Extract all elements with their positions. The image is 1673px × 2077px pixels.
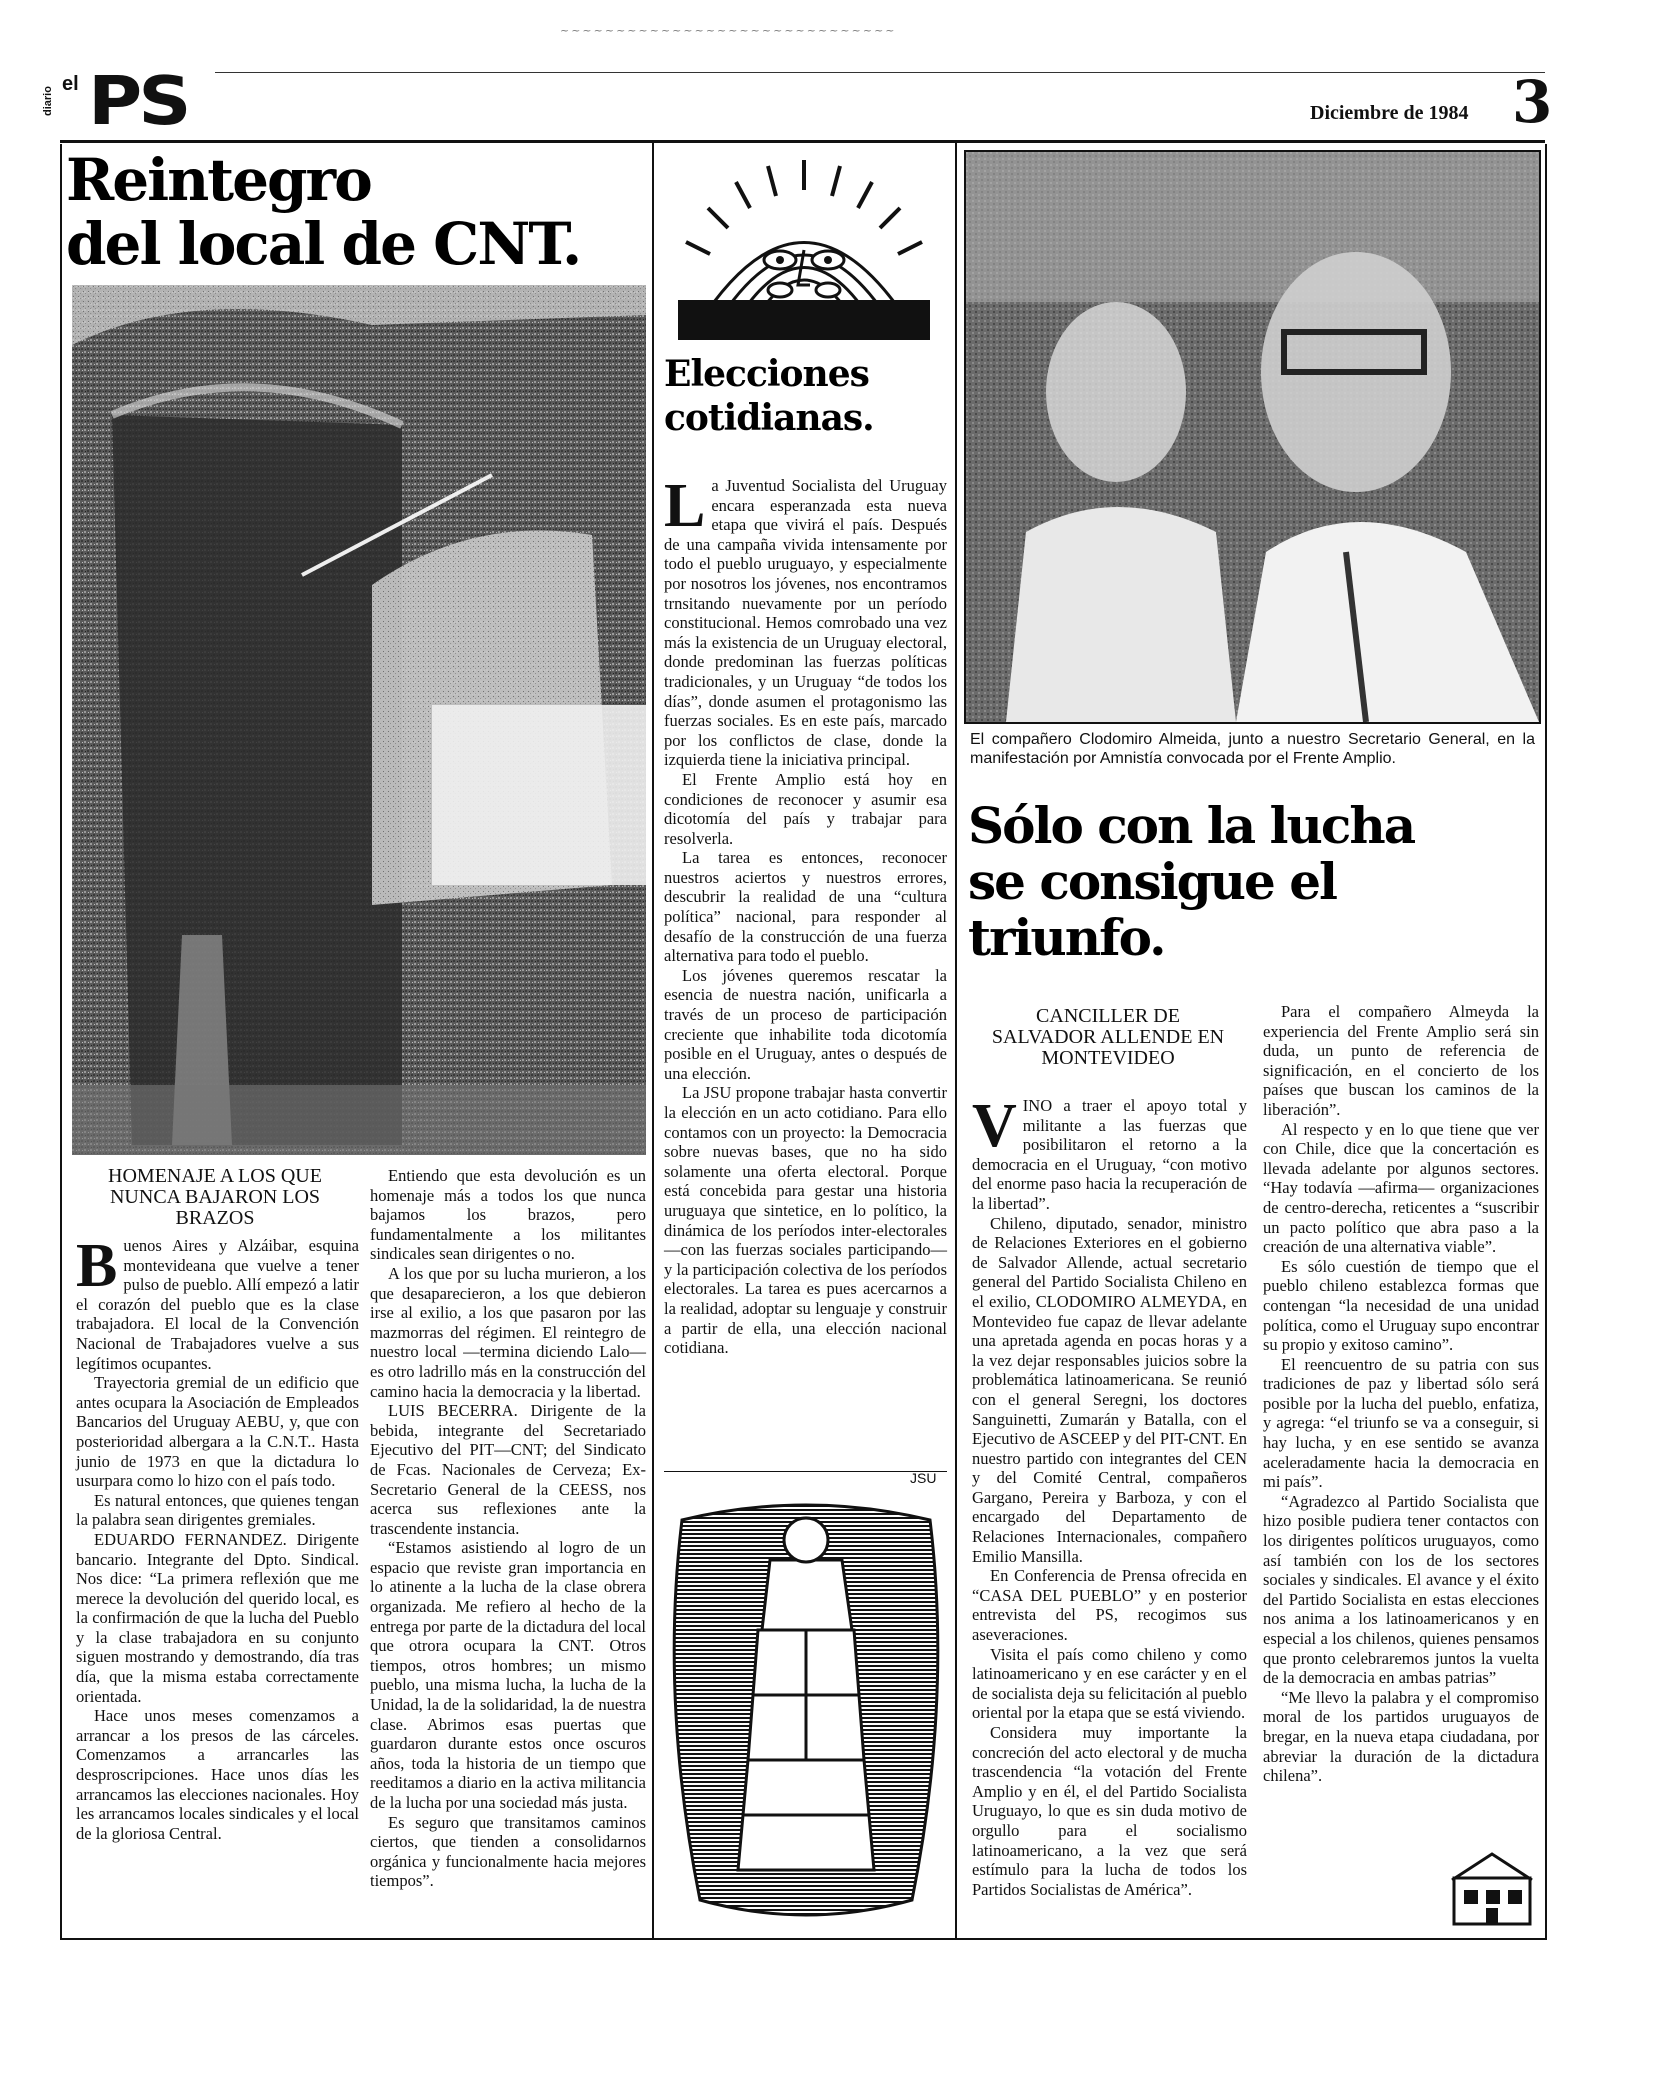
article3-headline [968, 798, 1543, 966]
house-icon [1450, 1850, 1534, 1928]
article1-photo [72, 285, 646, 1155]
article3-subhead: CANCILLER DE SALVADOR ALLENDE EN MONTEVIDEO [991, 1005, 1225, 1069]
article2-headline-line1: Elecciones [664, 353, 869, 395]
article1-subhead: HOMENAJE A LOS QUE NUNCA BAJARON LOS BRAZOS [108, 1165, 322, 1229]
column-rule-right [955, 140, 957, 1940]
article1-col1-paragraph: Trayectoria gremial de un edificio que antes ocupara la Asociación de Empleados Bancarios del Uruguay AEBU, y, que con posterioridad albergara a la C.N.T.. Hasta junio de 1973 en que la dictadura lo usurpara como lo hizo con el país todo. [76, 1373, 359, 1491]
article3-dropcap: V [972, 1092, 1017, 1160]
article3-col2-paragraph: “Agradezco al Partido Socialista que hizo posible pudiera tener contactos con los dirigentes políticos uruguayos, como así también con los de los sectores sociales y sindicales. El avance y el éxito del Partido Socialista en estas elecciones nos anima a los latinoamericanos y en especial a los chilenos, quienes pensamos que pronto celebraremos juntos la vuelta de la democracia en ambas patrias” [1263, 1491, 1539, 1688]
article3-photo [964, 150, 1541, 724]
column-rule-left [652, 140, 654, 1940]
almeida-portrait-photo [966, 152, 1539, 722]
masthead-side-label: diario [42, 86, 54, 116]
article2-headline-line2: cotidianas. [664, 397, 874, 439]
masthead-topline [215, 72, 1545, 73]
masthead-small-label: el [62, 73, 79, 95]
article2-paragraph: La JSU propone trabajar hasta convertir la elección en un acto cotidiano. Para ello contamos con un proyecto: la Democracia sobre nuevas bases, que no ha sido solamente una oferta electoral. Porque está concebida para gestar una historia uruguaya que sintetice, en lo político, la dinámica de los períodos inter-electorales —con las fuerzas sociales participando— y la participación colectiva de los períodos electorales. La tarea es pues acercarnos a la realidad, adoptar su lenguaje y construir a partir de ella, una elección nacional cotidiana. [664, 1083, 947, 1358]
article3-col2-paragraph: “Me llevo la palabra y el compromiso moral de los partidos uruguayos de bregar, en la nueva etapa ciudadana, por abreviar la duración de la dictadura chilena”. [1263, 1687, 1539, 1786]
article3-col1-paragraph: Considera muy importante la concreción del acto electoral y de mucha trascendencia “la votación del Frente Amplio y en él, el del Partido Socialista Uruguayo, lo que es sin duda motivo de orgullo para el socialismo latinoamericano, a la vez que será estímulo para la lucha de todos los Partidos Socialistas de América”. [972, 1723, 1247, 1899]
article1-col1-paragraph: Hace unos meses comenzamos a arrancar a los presos de las cárceles. Comenzamos a arrancarles las desproscripciones. Hace unos días les arrancamos las elecciones nacionales. Hoy les arrancamos locales sindicales y el local de la gloriosa Central. [76, 1706, 359, 1843]
page-number: 3 [1512, 68, 1553, 136]
article1-col1-paragraph: EDUARDO FERNANDEZ. Dirigente bancario. Integrante del Dpto. Sindical. Nos dice: “La primera reflexión que me merece la devolución del querido local, es la confirmación de que la lucha del Pueblo y la clase trabajadora en su conjunto siguen mostrando y demostrando, día tras día, que la misma estaba correctamente orientada. [76, 1529, 359, 1706]
article3-column-2 [1263, 1002, 1539, 1786]
article2-dropcap: L [664, 472, 706, 540]
article1-col2-paragraph: “Estamos asistiendo al logro de un espacio que reviste gran importancia en lo atinente a la lucha de la clase obrera organizada. Me refiero al hecho de la entrega por parte de la dictadura del local que otrora ocupara la CNT. Otros tiempos, otros hombres; un mismo pueblo, una misma lucha, la lucha de la Unidad, la de la solidaridad, la de nuestra clase. Abrimos esas puertas que guardaron durante estos once oscuros años, toda la historia de un tiempo que reeditamos a diario en la activa militancia de la lucha por una sociedad más justa. [370, 1538, 646, 1812]
article1-column-2 [370, 1166, 646, 1891]
article3-col1-paragraph: Chileno, diputado, senador, ministro de Relaciones Exteriores en el gobierno de Salvador Allende, actual secretario general del Partido Socialista Chileno en el exilio, CLODOMIRO ALMEYDA, en Montevideo fue capaz de llevar adelante una apretada agenda en pocas horas y a la vez dejar responsables juicios sobre la problemática latinoamericana. Se reunió con el general Seregni, los doctores Sanguinetti, Zumarán y Batalla, con el Ejecutivo de ASCEEP y del PIT-CNT. En nuestro partido con integrantes del CEN y del Comité Central, compañeros Gargano, Pereira y Barboza, y con el encargado del Departamento de Relaciones Internacionales, compañero Emilio Mansilla. [972, 1213, 1247, 1566]
article3-column-1 [972, 1092, 1247, 1899]
article2-signature-rule [664, 1471, 947, 1472]
article2-body [664, 472, 947, 1358]
masthead-underline [60, 140, 1545, 143]
article1-col2-paragraph: LUIS BECERRA. Dirigente de la bebida, integrante del Secretariado Ejecutivo del PIT—CNT; del Sindicato de Fcas. Nacionales de Cerveza; Ex-Secretario General de la CEESS, nos acerca sus reflexiones ante la trascendente instancia. [370, 1401, 646, 1538]
article1-headline [66, 148, 646, 276]
sun-face-illustration [658, 150, 950, 350]
article3-photo-caption: El compañero Clodomiro Almeida, junto a nuestro Secretario General, en la manifestación por Amnistía convocada por el Frente Amplio. [970, 731, 1535, 767]
article3-headline-line1: Sólo con la lucha [968, 796, 1415, 855]
sun-face-icon [658, 150, 950, 350]
box-right-border [1545, 144, 1547, 1939]
article3-col2-paragraph: El reencuentro de su patria con sus tradiciones de paz y libertad sólo será posible por la lucha del pueblo, enfatiza, y agrega: “el triunfo se va a conseguir, si hay lucha, y en ese sentido se avanza aceleradamente hacia la democracia en mi país”. [1263, 1354, 1539, 1492]
article3-headline-line3: triunfo. [968, 908, 1165, 967]
article3-col1-paragraph: En Conferencia de Prensa ofrecida en “CASA DEL PUEBLO” y en posterior entrevista del PS, recogimos sus aseveraciones. [972, 1566, 1247, 1645]
issue-date: Diciembre de 1984 [1310, 102, 1469, 124]
article3-col2-paragraph: Al respecto y en lo que tiene que ver con Chile, dice que la concertación es llevada adelante por algunos sectores. “Hay todavía —afirma— organizaciones de centro-derecha, reticentes a “suscribir un pacto político que abra paso a la creación de una alternativa viable”. [1263, 1119, 1539, 1257]
article2-headline [664, 352, 949, 440]
top-scan-mark: ~~~~~~~~~~~~~~~~~~~~~~~~~~~~~~ [560, 24, 897, 37]
box-left-border [60, 144, 62, 1939]
box-bottom-border [60, 1938, 1547, 1940]
article2-paragraph: La tarea es entonces, reconocer nuestros aciertos y nuestros errores, descubrir la realidad de una “cultura política” nacional, para responder al desafío de la construcción de una fuerza alternativa para todo el pueblo. [664, 848, 947, 966]
article3-col2-paragraph: Para el compañero Almeyda la experiencia del Frente Amplio será sin duda, un punto de referencia de significación, en el concierto de los países que buscan los caminos de la liberación”. [1263, 1002, 1539, 1119]
article3-col2-paragraph: Es sólo cuestión de tiempo que el pueblo chileno establezca formas que contengan “la necesidad de una unidad política, como el Uruguay supo encontrar su propio y exitoso camino”. [1263, 1256, 1539, 1355]
article2-paragraph: El Frente Amplio está hoy en condiciones de reconocer y asumir esa dicotomía del país y trabajar para resolverla. [664, 769, 947, 848]
article1-col1-paragraph: Es natural entonces, que quienes tengan la palabra sean dirigentes gremiales. [76, 1490, 359, 1530]
article1-headline-line2: del local de CNT. [66, 210, 581, 278]
article3-headline-line2: se consigue el [968, 852, 1336, 911]
article1-col1-paragraph: uenos Aires y Alzáibar, esquina montevideana que vuelve a tener pulso de pueblo. Allí empezó a latir el corazón del pueblo que es la clase trabajadora. El local de la Convención Nacional de Trabajadores vuelve a sus legítimos ocupantes. [76, 1236, 359, 1373]
article1-col2-paragraph: A los que por su lucha murieron, a los que desaparecieron, a los que debieron irse al exilio, a los que pasaron por las mazmorras del régimen. El reintegro de nuestro local —termina diciendo Lalo— es otro ladrillo más en la construcción del camino hacia la democracia y la libertad. [370, 1263, 646, 1401]
masthead-logo: PS [88, 62, 188, 140]
hopscotch-icon [662, 1500, 950, 1925]
article1-dropcap: B [76, 1232, 118, 1300]
masthead [42, 62, 210, 142]
article1-col2-paragraph: Es seguro que transitamos caminos ciertos, que tienden a consolidarnos orgánica y funcionalmente hacia mejores tiempos”. [370, 1812, 646, 1891]
article3-col1-paragraph: INO a traer el apoyo total y militante a las fuerzas que posibilitaron el retorno a la democracia en el Uruguay, “con motivo del enorme paso hacia la recuperación de la libertad”. [972, 1096, 1247, 1213]
article2-paragraph: a Juventud Socialista del Uruguay encara esperanzada esta nueva etapa que vivirá el país. Después de una campaña vivida intensamente por todo el pueblo uruguayo, y especialmente por nosotros los jóvenes, nos encontramos trnsitando nuevamente por un período constitucional. Hemos comrobado una vez más la existencia de un Uruguay electoral, donde predominan las fuerzas políticas tradicionales, y un Uruguay “de todos los días”, donde asumen el protagonismo las fuerzas sociales. Es en este país, marcado por los conflictos de clase, donde la izquierda tiene la iniciativa principal. [664, 476, 947, 770]
article1-col2-paragraph: Entiendo que esta devolución es un homenaje más a todos los que nunca bajamos los brazos, pero fundamentalmente a los militantes sindicales sean dirigentes o no. [370, 1166, 646, 1264]
article2-signature: JSU [910, 1470, 937, 1486]
article1-headline-line1: Reintegro [66, 146, 371, 214]
article2-paragraph: Los jóvenes queremos rescatar la esencia de nuestra nación, unificarla a través de un proceso de participación creciente que inhabilite toda dicotomía posible en el Uruguay, antes o después de una elección. [664, 965, 947, 1083]
cnt-building-photo [72, 285, 646, 1155]
article3-col1-paragraph: Visita el país como chileno y como latinoamericano y en ese carácter y en el de socialista deja su felicitación al pueblo oriental por la etapa que se está viviendo. [972, 1644, 1247, 1723]
article1-column-1 [76, 1232, 359, 1843]
hopscotch-illustration [662, 1500, 950, 1925]
house-logo [1450, 1850, 1534, 1928]
